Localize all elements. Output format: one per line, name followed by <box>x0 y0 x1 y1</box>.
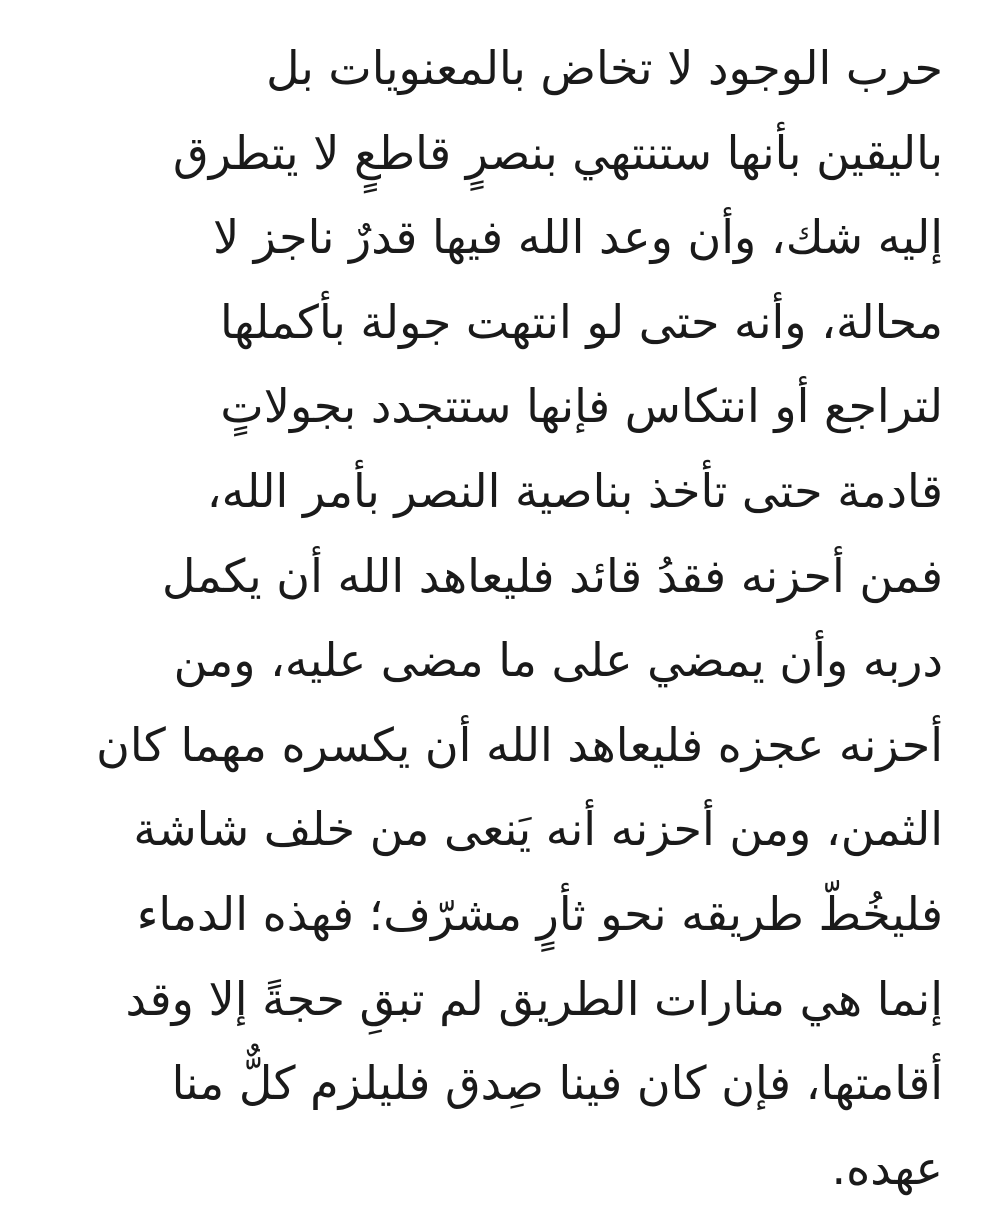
text-line: محالة، وأنه حتى لو انتهت جولة بأكملها <box>220 294 943 349</box>
text-line: أقامتها، فإن كان فينا صِدق فليلزم كلٌّ منا <box>171 1056 943 1111</box>
text-line: إنما هي منارات الطريق لم تبقِ حجةً إلا وقد <box>125 971 943 1026</box>
text-line: الثمن، ومن أحزنه أنه يَنعى من خلف شاشة <box>133 802 943 857</box>
text-line: حرب الوجود لا تخاض بالمعنويات بل <box>266 41 943 95</box>
arabic-paragraph <box>43 26 943 1210</box>
text-line: دربه وأن يمضي على ما مضى عليه، ومن <box>173 633 943 688</box>
text-line: عهده. <box>831 1140 943 1195</box>
text-line: فليخُطّ طريقه نحو ثأرٍ مشرّف؛ فهذه الدماء <box>136 886 943 941</box>
text-line: قادمة حتى تأخذ بناصية النصر بأمر الله، <box>206 463 943 518</box>
text-line: أحزنه عجزه فليعاهد الله أن يكسره مهما كان <box>96 717 943 772</box>
text-line: فمن أحزنه فقدُ قائد فليعاهد الله أن يكمل <box>162 548 943 603</box>
text-line: لتراجع أو انتكاس فإنها ستتجدد بجولاتٍ <box>220 379 943 434</box>
text-line: إليه شك، وأن وعد الله فيها قدرٌ ناجز لا <box>212 210 943 265</box>
text-line: باليقين بأنها ستنتهي بنصرٍ قاطعٍ لا يتطرق <box>173 125 943 180</box>
